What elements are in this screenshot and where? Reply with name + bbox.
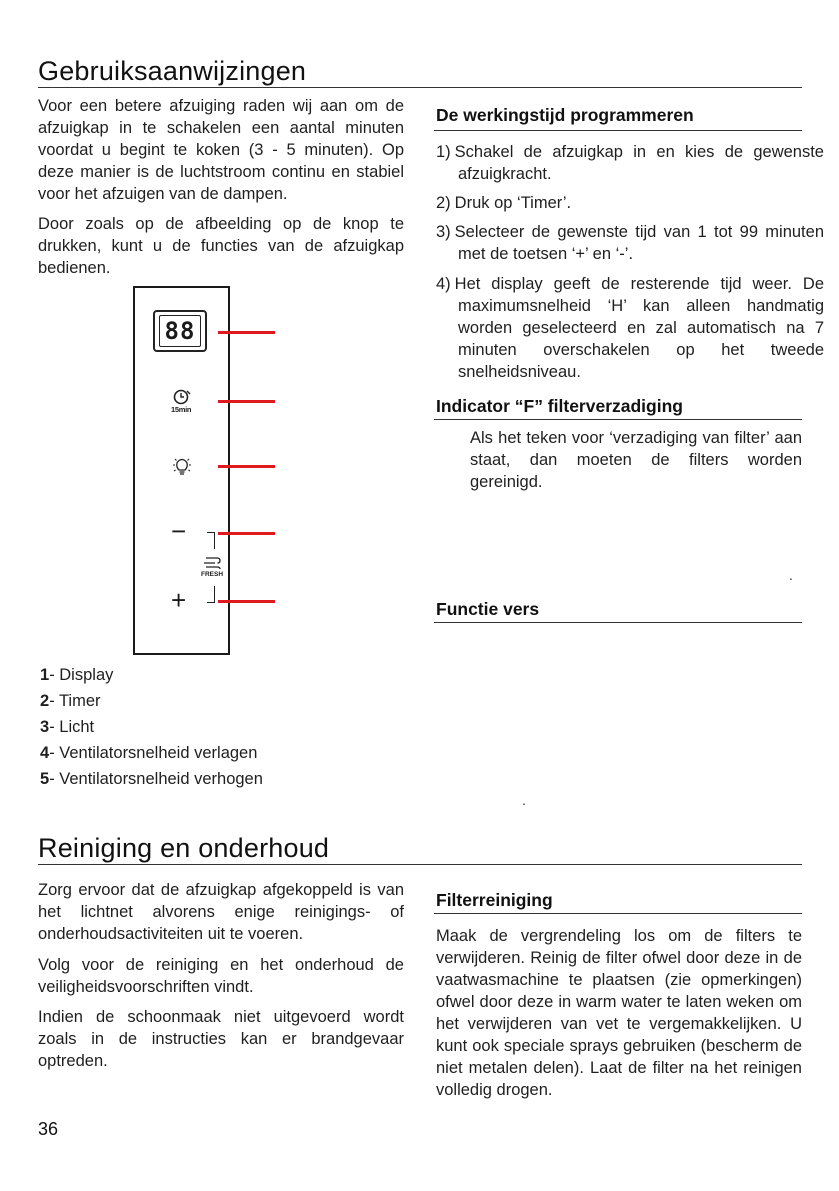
legend-item: 2- Timer — [40, 692, 101, 710]
step-3: 3) Selecteer de gewenste tijd van 1 tot 99 minuten met de toetsen ‘+’ en ‘-’. — [436, 223, 824, 263]
step-4: 4) Het display geeft de resterende tijd weer. De maximumsnelheid ‘H’ kan alleen handmatig worden geselecteerd en zal automatisch na 7 minuten overschakelen op het tweede snelheidsniveau. — [436, 275, 824, 381]
section-title-gebruiksaanwijzingen: Gebruiksaanwijzingen — [38, 56, 307, 86]
control-panel-illustration — [133, 286, 230, 655]
title-rule — [38, 864, 802, 865]
filterreiniging-text: Maak de vergrendeling los om de filters te verwijderen. Reinig de filter ofwel door deze in de vaatwasmachine te plaatsen (zie opmerkingen) ofwel door deze in warm water te laten weken om het verwijderen van vet te vergemakkelijken. U kunt ook speciale sprays gebruiken (bescherm de niet metalen delen). Laat de filter na het reinigen volledig drogen. — [436, 927, 802, 1099]
reiniging-paragraph-2: Volg voor de reiniging en het onderhoud de veiligheidsvoorschriften vindt. — [38, 956, 404, 996]
fresh-caption: FRESH — [201, 571, 224, 578]
stray-dot: . — [522, 792, 526, 808]
display-icon — [153, 310, 207, 352]
intro-paragraph-1: Voor een betere afzuiging raden wij aan om de afzuigkap in te schakelen een aantal minuten voordat u begint te koken (3 - 5 minuten). Op deze manier is de luchtstroom continu en stabiel voor het afzuigen van de dampen. — [38, 97, 404, 203]
legend-list — [40, 662, 263, 792]
callout-line-5 — [218, 600, 275, 603]
heading-filterreiniging: Filterreiniging — [436, 890, 553, 910]
callout-line-3 — [218, 465, 275, 468]
light-bulb-icon — [171, 456, 193, 478]
filter-indicator-text: Als het teken voor ‘verzadiging van filter’ aan staat, dan moeten de filters worden gereinigd. — [470, 429, 802, 491]
step-2: 2) Druk op ‘Timer’. — [436, 194, 572, 212]
page-number: 36 — [38, 1119, 59, 1139]
reiniging-paragraph-3: Indien de schoonmaak niet uitgevoerd wordt zoals in de instructies kan er brandgevaar optreden. — [38, 1008, 404, 1070]
callout-line-2 — [218, 400, 275, 403]
heading-rule — [434, 419, 802, 420]
legend-item: 5- Ventilatorsnelheid verhogen — [40, 770, 263, 788]
heading-rule — [434, 913, 802, 914]
step-1: 1) Schakel de afzuigkap in en kies de gewenste afzuigkracht. — [436, 143, 824, 183]
callout-line-4 — [218, 532, 275, 535]
heading-functie-vers: Functie vers — [436, 599, 540, 619]
heading-rule — [434, 622, 802, 623]
title-rule — [38, 87, 802, 88]
plus-icon: + — [171, 585, 187, 615]
timer-caption: 15min — [171, 405, 192, 414]
heading-filter-indicator: Indicator “F” filterverzadiging — [436, 396, 683, 416]
legend-item: 4- Ventilatorsnelheid verlagen — [40, 744, 258, 762]
stray-dot: . — [789, 567, 793, 583]
intro-paragraph-2: Door zoals op de afbeelding op de knop te drukken, kunt u de functies van de afzuigkap bedienen. — [38, 215, 404, 277]
bracket-lower — [207, 586, 215, 603]
bracket-upper — [207, 532, 215, 549]
section-title-reiniging: Reiniging en onderhoud — [38, 833, 330, 863]
legend-item: 3- Licht — [40, 718, 95, 736]
callout-line-1 — [218, 331, 275, 334]
reiniging-paragraph-1: Zorg ervoor dat de afzuigkap afgekoppeld is van het lichtnet alvorens enige reinigings- of onderhoudsactiviteiten uit te voeren. — [38, 881, 404, 943]
legend-item: 1- Display — [40, 666, 114, 684]
display-digits: 88 — [159, 315, 201, 347]
minus-icon: − — [171, 516, 187, 546]
heading-rule — [434, 130, 802, 131]
timer-icon — [169, 388, 195, 418]
fresh-icon — [201, 555, 229, 585]
heading-programmeren: De werkingstijd programmeren — [436, 105, 694, 125]
